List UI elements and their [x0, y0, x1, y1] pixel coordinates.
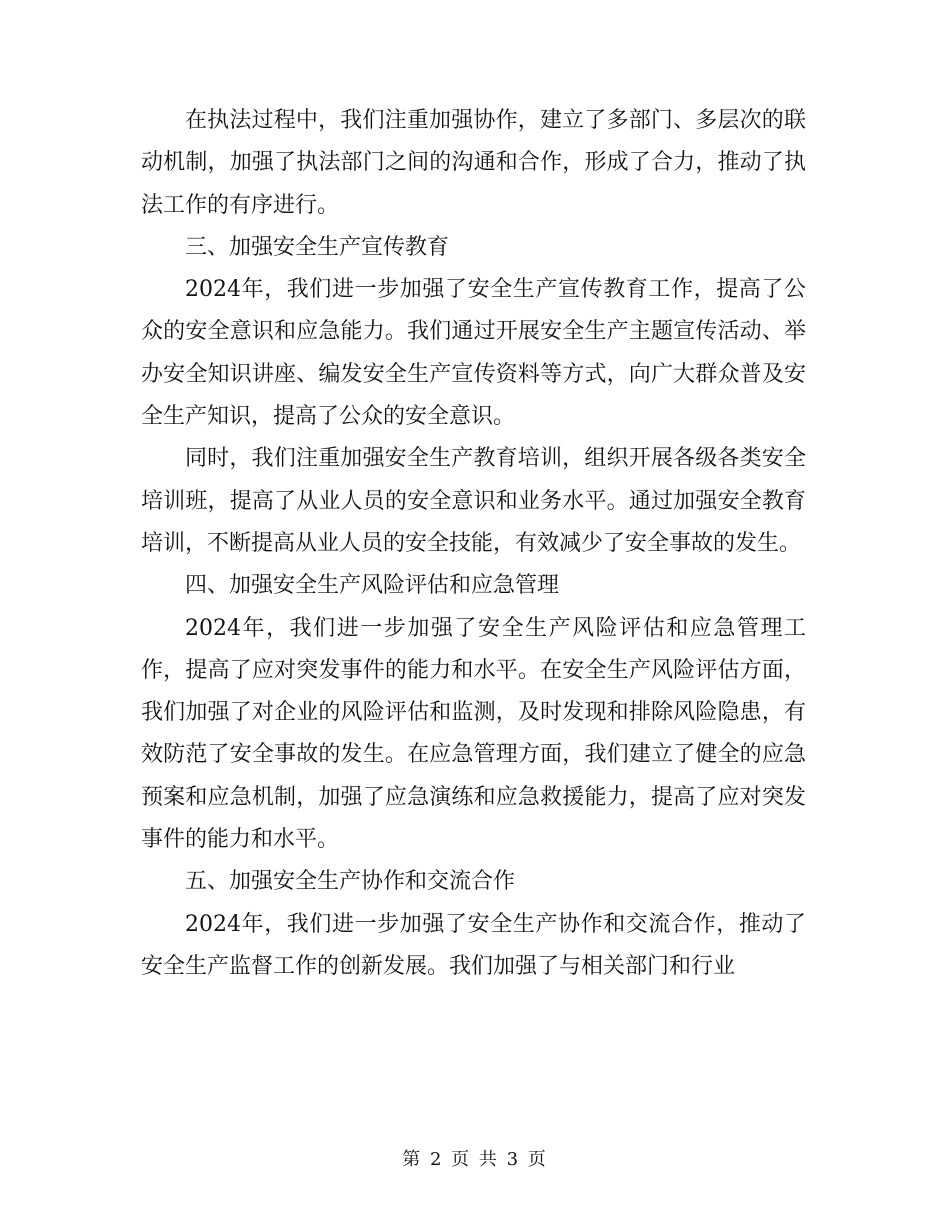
- paragraph: 在执法过程中，我们注重加强协作，建立了多部门、多层次的联动机制，加强了执法部门之间的沟通和合作，形成了合力，推动了执法工作的有序进行。: [141, 108, 806, 218]
- paragraph: 2024年，我们进一步加强了安全生产宣传教育工作，提高了公众的安全意识和应急能力。我们通过开展安全生产主题宣传活动、举办安全知识讲座、编发安全生产宣传资料等方式，向广大群众普及安全生产知识，提高了公众的安全意识。: [141, 277, 806, 430]
- document-body: [141, 100, 806, 988]
- paragraph: 2024年，我们进一步加强了安全生产协作和交流合作，推动了安全生产监督工作的创新发展。我们加强了与相关部门和行业: [141, 911, 806, 979]
- section-heading: 三、加强安全生产宣传教育: [185, 234, 450, 260]
- paragraph: 同时，我们注重加强安全生产教育培训，组织开展各级各类安全培训班，提高了从业人员的安全意识和业务水平。通过加强安全教育培训，不断提高从业人员的安全技能，有效减少了安全事故的发生。: [141, 446, 806, 556]
- section-heading: 四、加强安全生产风险评估和应急管理: [185, 573, 560, 599]
- page-number: 第 2 页 共 3 页: [402, 1149, 548, 1170]
- paragraph: 2024年，我们进一步加强了安全生产风险评估和应急管理工作，提高了应对突发事件的能力和水平。在安全生产风险评估方面，我们加强了对企业的风险评估和监测，及时发现和排除风险隐患，有效防范了安全事故的发生。在应急管理方面，我们建立了健全的应急预案和应急机制，加强了应急演练和应急救援能力，提高了应对突发事件的能力和水平。: [141, 615, 806, 853]
- section-heading: 五、加强安全生产协作和交流合作: [185, 869, 516, 895]
